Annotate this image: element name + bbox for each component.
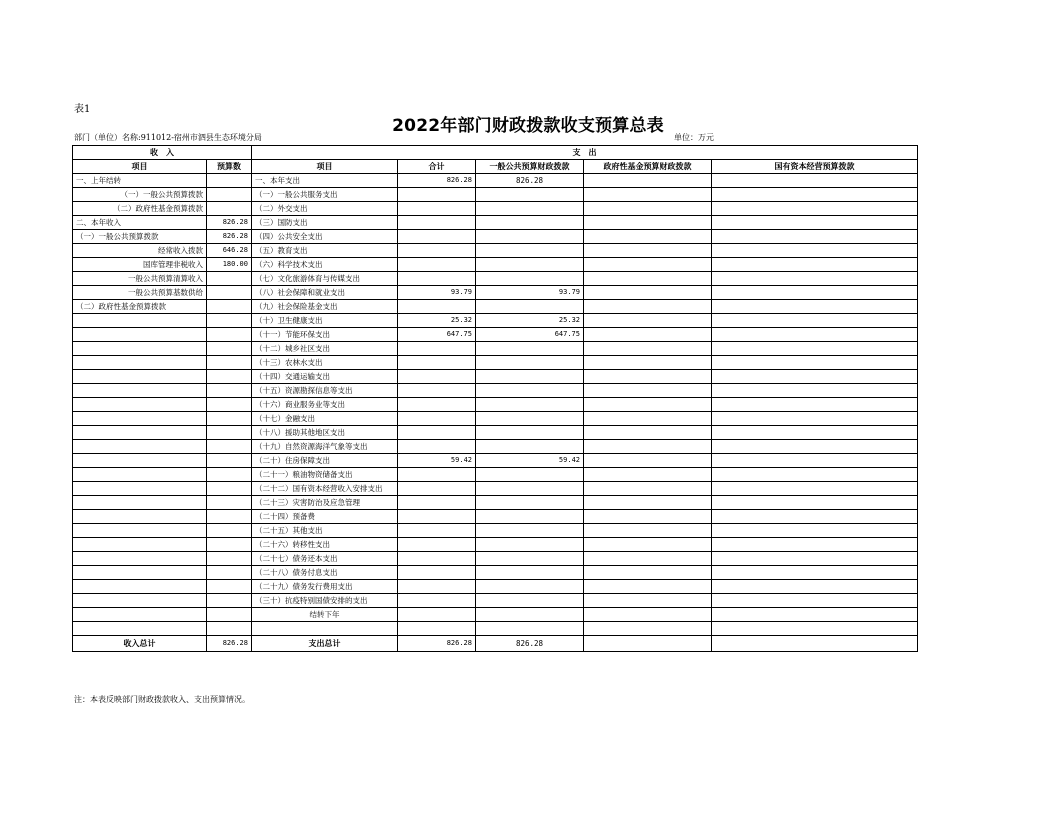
- total-cell: [398, 272, 476, 286]
- gov-fund-cell: [584, 538, 712, 552]
- expense-item-cell: （十二）城乡社区支出: [252, 342, 398, 356]
- state-capital-cell: [712, 244, 918, 258]
- income-item-cell: 一般公共预算基数供给: [73, 286, 207, 300]
- general-budget-cell: [476, 482, 584, 496]
- income-item-cell: 二、本年收入: [73, 216, 207, 230]
- table-row: [73, 468, 918, 482]
- expense-item-cell: （二十九）债务发行费用支出: [252, 580, 398, 594]
- income-item-header: 项目: [73, 160, 207, 174]
- total-cell: [398, 426, 476, 440]
- table-row: [73, 440, 918, 454]
- total-cell: [398, 202, 476, 216]
- income-group-header: 收 入: [73, 146, 252, 160]
- total-cell: [398, 440, 476, 454]
- general-budget-cell: [476, 300, 584, 314]
- general-budget-cell: [476, 552, 584, 566]
- table-number: 表1: [74, 104, 91, 115]
- income-item-cell: （二）政府性基金预算拨款: [73, 300, 207, 314]
- general-budget-cell: [476, 230, 584, 244]
- gov-fund-cell: [584, 230, 712, 244]
- total-cell: [398, 538, 476, 552]
- income-amount-cell: [207, 202, 252, 216]
- general-budget-cell: [476, 342, 584, 356]
- total-cell: [398, 482, 476, 496]
- state-capital-cell: [712, 510, 918, 524]
- table-row: [73, 216, 918, 230]
- general-budget-cell: [476, 272, 584, 286]
- total-cell: 826.28: [398, 174, 476, 188]
- income-item-cell: [73, 594, 207, 608]
- table-row: [73, 384, 918, 398]
- state-capital-cell: [712, 538, 918, 552]
- gov-fund-cell: [584, 552, 712, 566]
- total-cell: 59.42: [398, 454, 476, 468]
- state-capital-cell: [712, 482, 918, 496]
- expense-item-cell: （十一）节能环保支出: [252, 328, 398, 342]
- total-cell: [398, 510, 476, 524]
- gov-fund-total: [584, 636, 712, 652]
- state-capital-cell: [712, 440, 918, 454]
- general-budget-cell: [476, 216, 584, 230]
- gov-fund-cell: [584, 286, 712, 300]
- expense-item-cell: （十八）援助其他地区支出: [252, 426, 398, 440]
- unit-label: 单位：万元: [674, 133, 714, 142]
- income-total-amount: 826.28: [207, 636, 252, 652]
- income-item-cell: [73, 622, 207, 636]
- income-item-cell: （二）政府性基金预算拨款: [73, 202, 207, 216]
- expense-item-cell: （二十）住房保障支出: [252, 454, 398, 468]
- gov-fund-cell: [584, 174, 712, 188]
- expense-item-cell: （二）外交支出: [252, 202, 398, 216]
- general-budget-cell: [476, 524, 584, 538]
- total-cell: [398, 566, 476, 580]
- gov-fund-cell: [584, 328, 712, 342]
- general-budget-cell: [476, 244, 584, 258]
- table-row: [73, 398, 918, 412]
- total-cell: [398, 580, 476, 594]
- expense-item-cell: （五）教育支出: [252, 244, 398, 258]
- general-budget-cell: 647.75: [476, 328, 584, 342]
- expense-item-cell: （三十）抗疫特别国债安排的支出: [252, 594, 398, 608]
- state-capital-cell: [712, 622, 918, 636]
- general-budget-cell: 59.42: [476, 454, 584, 468]
- income-item-cell: [73, 328, 207, 342]
- gov-fund-cell: [584, 622, 712, 636]
- income-amount-cell: [207, 454, 252, 468]
- expense-item-header: 项目: [252, 160, 398, 174]
- general-budget-cell: [476, 608, 584, 622]
- total-cell: [398, 608, 476, 622]
- state-capital-cell: [712, 328, 918, 342]
- total-cell: [398, 356, 476, 370]
- gov-fund-cell: [584, 272, 712, 286]
- table-row: [73, 230, 918, 244]
- income-item-cell: 一般公共预算清算收入: [73, 272, 207, 286]
- income-amount-cell: [207, 496, 252, 510]
- gov-fund-cell: [584, 482, 712, 496]
- total-header: 合计: [398, 160, 476, 174]
- income-amount-cell: [207, 608, 252, 622]
- income-item-cell: [73, 370, 207, 384]
- gov-fund-cell: [584, 594, 712, 608]
- general-budget-total: 826.28: [476, 636, 584, 652]
- expense-item-cell: （十六）商业服务业等支出: [252, 398, 398, 412]
- income-item-cell: [73, 510, 207, 524]
- state-capital-cell: [712, 412, 918, 426]
- expense-item-cell: （十）卫生健康支出: [252, 314, 398, 328]
- table-row: [73, 286, 918, 300]
- general-budget-cell: [476, 468, 584, 482]
- total-cell: [398, 524, 476, 538]
- general-budget-cell: [476, 538, 584, 552]
- total-cell: [398, 230, 476, 244]
- state-capital-cell: [712, 594, 918, 608]
- income-item-cell: [73, 468, 207, 482]
- department-name: 部门（单位）名称:911012-宿州市泗县生态环境分局: [74, 133, 262, 142]
- general-budget-cell: [476, 510, 584, 524]
- table-row: [73, 202, 918, 216]
- general-budget-cell: [476, 412, 584, 426]
- income-amount-cell: [207, 510, 252, 524]
- table-row: [73, 580, 918, 594]
- table-row: [73, 622, 918, 636]
- gov-fund-cell: [584, 384, 712, 398]
- general-budget-cell: [476, 440, 584, 454]
- expense-item-cell: 一、本年支出: [252, 174, 398, 188]
- general-budget-cell: 93.79: [476, 286, 584, 300]
- income-amount-cell: [207, 398, 252, 412]
- general-budget-cell: [476, 496, 584, 510]
- expense-item-cell: （四）公共安全支出: [252, 230, 398, 244]
- gov-fund-cell: [584, 468, 712, 482]
- general-budget-cell: [476, 202, 584, 216]
- income-amount-cell: [207, 188, 252, 202]
- general-budget-cell: [476, 356, 584, 370]
- table-row: [73, 552, 918, 566]
- expense-item-cell: （十五）资源勘探信息等支出: [252, 384, 398, 398]
- total-cell: [398, 622, 476, 636]
- table-row: [73, 300, 918, 314]
- general-budget-cell: 826.28: [476, 174, 584, 188]
- income-item-cell: [73, 426, 207, 440]
- table-row: [73, 174, 918, 188]
- expense-item-cell: [252, 622, 398, 636]
- gov-fund-cell: [584, 244, 712, 258]
- general-budget-cell: [476, 426, 584, 440]
- income-item-cell: [73, 314, 207, 328]
- gov-fund-cell: [584, 356, 712, 370]
- expense-item-cell: （二十一）粮油物资储备支出: [252, 468, 398, 482]
- state-capital-cell: [712, 286, 918, 300]
- state-capital-cell: [712, 552, 918, 566]
- table-row: [73, 258, 918, 272]
- state-capital-cell: [712, 174, 918, 188]
- general-budget-cell: [476, 398, 584, 412]
- expense-group-header: 支 出: [252, 146, 918, 160]
- expense-item-cell: （二十六）转移性支出: [252, 538, 398, 552]
- gov-fund-cell: [584, 398, 712, 412]
- state-capital-cell: [712, 272, 918, 286]
- income-item-cell: [73, 580, 207, 594]
- expense-item-cell: （十七）金融支出: [252, 412, 398, 426]
- expense-item-cell: （二十七）债务还本支出: [252, 552, 398, 566]
- general-budget-cell: [476, 258, 584, 272]
- gov-fund-cell: [584, 440, 712, 454]
- table-row: [73, 272, 918, 286]
- total-cell: [398, 300, 476, 314]
- gov-fund-cell: [584, 202, 712, 216]
- gov-fund-cell: [584, 258, 712, 272]
- expense-item-cell: （七）文化旅游体育与传媒支出: [252, 272, 398, 286]
- total-cell: 25.32: [398, 314, 476, 328]
- income-amount-cell: [207, 440, 252, 454]
- gov-fund-cell: [584, 314, 712, 328]
- total-cell: [398, 216, 476, 230]
- income-amount-cell: 826.28: [207, 230, 252, 244]
- income-amount-cell: [207, 580, 252, 594]
- total-cell: [398, 342, 476, 356]
- income-amount-cell: [207, 622, 252, 636]
- gov-fund-cell: [584, 342, 712, 356]
- header-group-row: [73, 146, 918, 160]
- total-cell: [398, 188, 476, 202]
- expense-item-cell: （二十八）债务付息支出: [252, 566, 398, 580]
- expense-item-cell: （十三）农林水支出: [252, 356, 398, 370]
- income-amount-cell: 826.28: [207, 216, 252, 230]
- state-capital-header: 国有资本经营预算拨款: [712, 160, 918, 174]
- total-cell: [398, 258, 476, 272]
- total-cell: [398, 398, 476, 412]
- table-row: [73, 538, 918, 552]
- income-amount-cell: [207, 566, 252, 580]
- state-capital-cell: [712, 300, 918, 314]
- state-capital-cell: [712, 468, 918, 482]
- gov-fund-header: 政府性基金预算财政拨款: [584, 160, 712, 174]
- state-capital-cell: [712, 314, 918, 328]
- income-item-cell: [73, 524, 207, 538]
- table-row: [73, 412, 918, 426]
- income-item-cell: [73, 454, 207, 468]
- gov-fund-cell: [584, 454, 712, 468]
- income-amount-cell: [207, 524, 252, 538]
- general-budget-cell: [476, 370, 584, 384]
- income-item-cell: [73, 538, 207, 552]
- expense-item-cell: （一）一般公共服务支出: [252, 188, 398, 202]
- income-item-cell: [73, 608, 207, 622]
- income-amount-cell: 180.00: [207, 258, 252, 272]
- state-capital-cell: [712, 608, 918, 622]
- state-capital-cell: [712, 230, 918, 244]
- gov-fund-cell: [584, 510, 712, 524]
- gov-fund-cell: [584, 608, 712, 622]
- table-row: [73, 496, 918, 510]
- expense-total-label: 支出总计: [252, 636, 398, 652]
- income-item-cell: 一、上年结转: [73, 174, 207, 188]
- footnote: 注：本表反映部门财政拨款收入、支出预算情况。: [74, 695, 250, 704]
- state-capital-cell: [712, 202, 918, 216]
- state-capital-cell: [712, 370, 918, 384]
- expense-item-cell: （八）社会保障和就业支出: [252, 286, 398, 300]
- income-item-cell: （一）一般公共预算拨款: [73, 188, 207, 202]
- state-capital-cell: [712, 216, 918, 230]
- expense-item-cell: （二十五）其他支出: [252, 524, 398, 538]
- state-capital-cell: [712, 356, 918, 370]
- gov-fund-cell: [584, 580, 712, 594]
- income-item-cell: [73, 552, 207, 566]
- gov-fund-cell: [584, 300, 712, 314]
- income-item-cell: [73, 398, 207, 412]
- general-budget-header: 一般公共预算财政拨款: [476, 160, 584, 174]
- state-capital-cell: [712, 342, 918, 356]
- general-budget-cell: [476, 384, 584, 398]
- gov-fund-cell: [584, 188, 712, 202]
- income-amount-cell: [207, 342, 252, 356]
- table-row: [73, 370, 918, 384]
- general-budget-cell: 25.32: [476, 314, 584, 328]
- table-row: [73, 314, 918, 328]
- general-budget-cell: [476, 580, 584, 594]
- income-amount-cell: [207, 594, 252, 608]
- income-amount-cell: [207, 482, 252, 496]
- income-item-cell: [73, 482, 207, 496]
- table-row: [73, 510, 918, 524]
- expense-item-cell: （二十二）国有资本经营收入安排支出: [252, 482, 398, 496]
- state-capital-total: [712, 636, 918, 652]
- table-row: [73, 594, 918, 608]
- gov-fund-cell: [584, 496, 712, 510]
- income-amount-cell: [207, 538, 252, 552]
- expense-item-cell: （二十四）预备费: [252, 510, 398, 524]
- general-budget-cell: [476, 566, 584, 580]
- total-cell: [398, 468, 476, 482]
- income-amount-cell: [207, 412, 252, 426]
- table-row: [73, 524, 918, 538]
- expense-item-cell: （六）科学技术支出: [252, 258, 398, 272]
- income-item-cell: 国库管理非税收入: [73, 258, 207, 272]
- gov-fund-cell: [584, 370, 712, 384]
- total-cell: [398, 244, 476, 258]
- expense-item-cell: （九）社会保险基金支出: [252, 300, 398, 314]
- general-budget-cell: [476, 622, 584, 636]
- table-row: [73, 566, 918, 580]
- income-amount-cell: 646.28: [207, 244, 252, 258]
- table-row: [73, 608, 918, 622]
- table-row: [73, 426, 918, 440]
- table-row: [73, 356, 918, 370]
- income-amount-cell: [207, 426, 252, 440]
- income-item-cell: [73, 412, 207, 426]
- income-amount-cell: [207, 286, 252, 300]
- total-cell: [398, 384, 476, 398]
- table-row: [73, 342, 918, 356]
- state-capital-cell: [712, 580, 918, 594]
- page-title: 2022年部门财政拨款收支预算总表: [392, 116, 664, 136]
- gov-fund-cell: [584, 524, 712, 538]
- total-cell: 647.75: [398, 328, 476, 342]
- total-cell: [398, 370, 476, 384]
- total-cell: [398, 496, 476, 510]
- income-amount-cell: [207, 328, 252, 342]
- grand-total-amount: 826.28: [398, 636, 476, 652]
- state-capital-cell: [712, 398, 918, 412]
- state-capital-cell: [712, 258, 918, 272]
- state-capital-cell: [712, 454, 918, 468]
- state-capital-cell: [712, 384, 918, 398]
- general-budget-cell: [476, 594, 584, 608]
- income-amount-header: 预算数: [207, 160, 252, 174]
- state-capital-cell: [712, 524, 918, 538]
- table-row: [73, 328, 918, 342]
- total-cell: [398, 412, 476, 426]
- income-item-cell: （一）一般公共预算拨款: [73, 230, 207, 244]
- totals-row: [73, 636, 918, 652]
- general-budget-cell: [476, 188, 584, 202]
- total-cell: [398, 552, 476, 566]
- gov-fund-cell: [584, 216, 712, 230]
- income-item-cell: [73, 384, 207, 398]
- total-cell: 93.79: [398, 286, 476, 300]
- total-cell: [398, 594, 476, 608]
- income-amount-cell: [207, 384, 252, 398]
- table-row: [73, 482, 918, 496]
- gov-fund-cell: [584, 412, 712, 426]
- header-column-row: [73, 160, 918, 174]
- expense-item-cell: （十九）自然资源海洋气象等支出: [252, 440, 398, 454]
- table-row: [73, 188, 918, 202]
- expense-item-cell: 结转下年: [252, 608, 398, 622]
- income-amount-cell: [207, 300, 252, 314]
- budget-table: [72, 145, 918, 652]
- state-capital-cell: [712, 496, 918, 510]
- expense-item-cell: （二十三）灾害防治及应急管理: [252, 496, 398, 510]
- income-amount-cell: [207, 174, 252, 188]
- income-amount-cell: [207, 552, 252, 566]
- income-total-label: 收入总计: [73, 636, 207, 652]
- income-amount-cell: [207, 356, 252, 370]
- gov-fund-cell: [584, 426, 712, 440]
- state-capital-cell: [712, 188, 918, 202]
- income-item-cell: [73, 342, 207, 356]
- income-item-cell: [73, 496, 207, 510]
- table-row: [73, 454, 918, 468]
- income-item-cell: [73, 356, 207, 370]
- state-capital-cell: [712, 426, 918, 440]
- state-capital-cell: [712, 566, 918, 580]
- income-amount-cell: [207, 370, 252, 384]
- gov-fund-cell: [584, 566, 712, 580]
- income-item-cell: [73, 566, 207, 580]
- income-amount-cell: [207, 468, 252, 482]
- table-row: [73, 244, 918, 258]
- expense-item-cell: （十四）交通运输支出: [252, 370, 398, 384]
- expense-item-cell: （三）国防支出: [252, 216, 398, 230]
- income-item-cell: 经常收入拨款: [73, 244, 207, 258]
- income-item-cell: [73, 440, 207, 454]
- income-amount-cell: [207, 314, 252, 328]
- income-amount-cell: [207, 272, 252, 286]
